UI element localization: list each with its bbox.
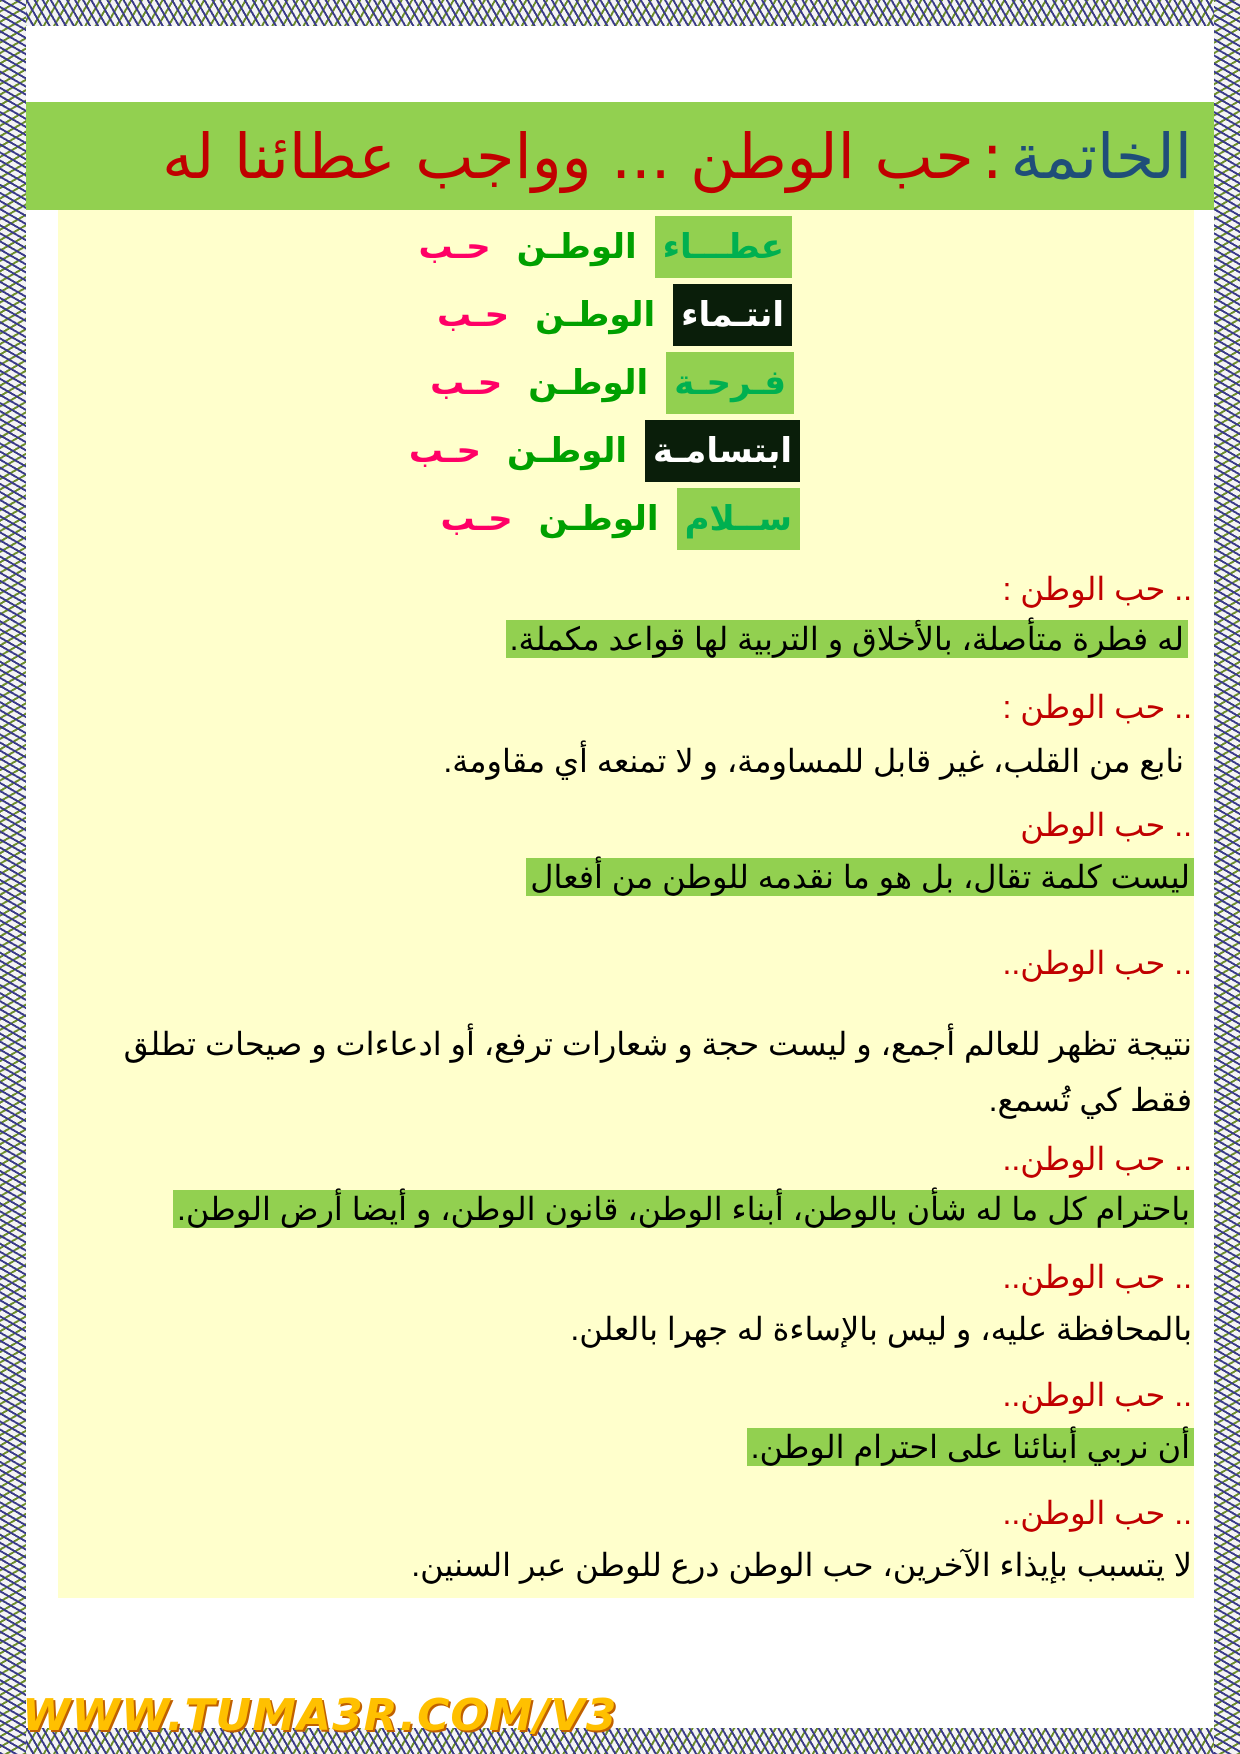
section-text [747,1428,1194,1466]
section-text-highlight: ليست كلمة تقال، بل هو ما نقدمه للوطن من أفعال [526,858,1194,896]
title-subtitle: حب الوطن ... وواجب عطائنا له [162,119,974,193]
word-hob: حـب [430,363,503,403]
section-heading: .. حب الوطن.. [1002,945,1192,981]
website-logo: WWW.TUMA3R.COM/V3 [22,1690,618,1741]
word-watan: الوطـن [528,363,649,403]
word-hob: حـب [437,295,510,335]
page-border-right [1214,0,1240,1754]
section-heading: .. حب الوطن [1020,807,1192,843]
section-text-highlight: أن نربي أبنائنا على احترام الوطن. [747,1428,1194,1466]
section-text [526,858,1194,896]
word-box-salam: ســلام [677,488,800,550]
word-hob: حـب [418,227,491,267]
section-heading: .. حب الوطن.. [1002,1141,1192,1177]
word-hob: حـب [408,431,482,471]
section-text: لا يتسبب بإيذاء الآخرين، حب الوطن درع للوطن عبر السنين. [411,1547,1192,1583]
word-row-5 [440,486,800,552]
word-row-3 [430,350,794,416]
word-watan: الوطـن [538,499,659,539]
word-row-4 [409,418,800,484]
word-row-2 [437,282,792,348]
section-text [173,1190,1194,1228]
section-heading: .. حب الوطن : [1002,571,1192,607]
word-watan: الوطـن [507,431,628,471]
word-box-intimaa: انتـماء [673,284,792,346]
title-colon: : [981,119,1003,193]
word-row-1 [419,214,792,280]
section-heading: .. حب الوطن.. [1002,1259,1192,1295]
word-box-farha: فـرحـة [666,352,794,414]
section-text-highlight: له فطرة متأصلة، بالأخلاق و التربية لها قواعد مكملة. [506,620,1188,658]
section-paragraph: نتيجة تظهر للعالم أجمع، و ليست حجة و شعارات ترفع، أو ادعاءات و صيحات تطلق فقط كي تُسمع. [123,1026,1192,1118]
page-border-top [0,0,1240,26]
word-watan: الوطـن [516,227,637,267]
word-hob: حـب [440,499,513,539]
title-banner [26,102,1214,210]
word-watan: الوطـن [535,295,656,335]
section-text-highlight: باحترام كل ما له شأن بالوطن، أبناء الوطن، قانون الوطن، و أيضا أرض الوطن. [173,1190,1194,1228]
section-text [506,620,1188,658]
word-box-ataa: عطـــاء [655,216,792,278]
section-heading: .. حب الوطن.. [1002,1377,1192,1413]
page-border-left [0,0,26,1754]
section-heading: .. حب الوطن.. [1002,1495,1192,1531]
title-word: الخاتمة [1010,119,1192,193]
section-text: نابع من القلب، غير قابل للمساومة، و لا تمنعه أي مقاومة. [443,743,1184,779]
section-text: بالمحافظة عليه، و ليس بالإساءة له جهرا بالعلن. [570,1311,1192,1347]
word-box-ibtisama: ابتسامـة [645,420,800,482]
section-heading: .. حب الوطن : [1002,689,1192,725]
